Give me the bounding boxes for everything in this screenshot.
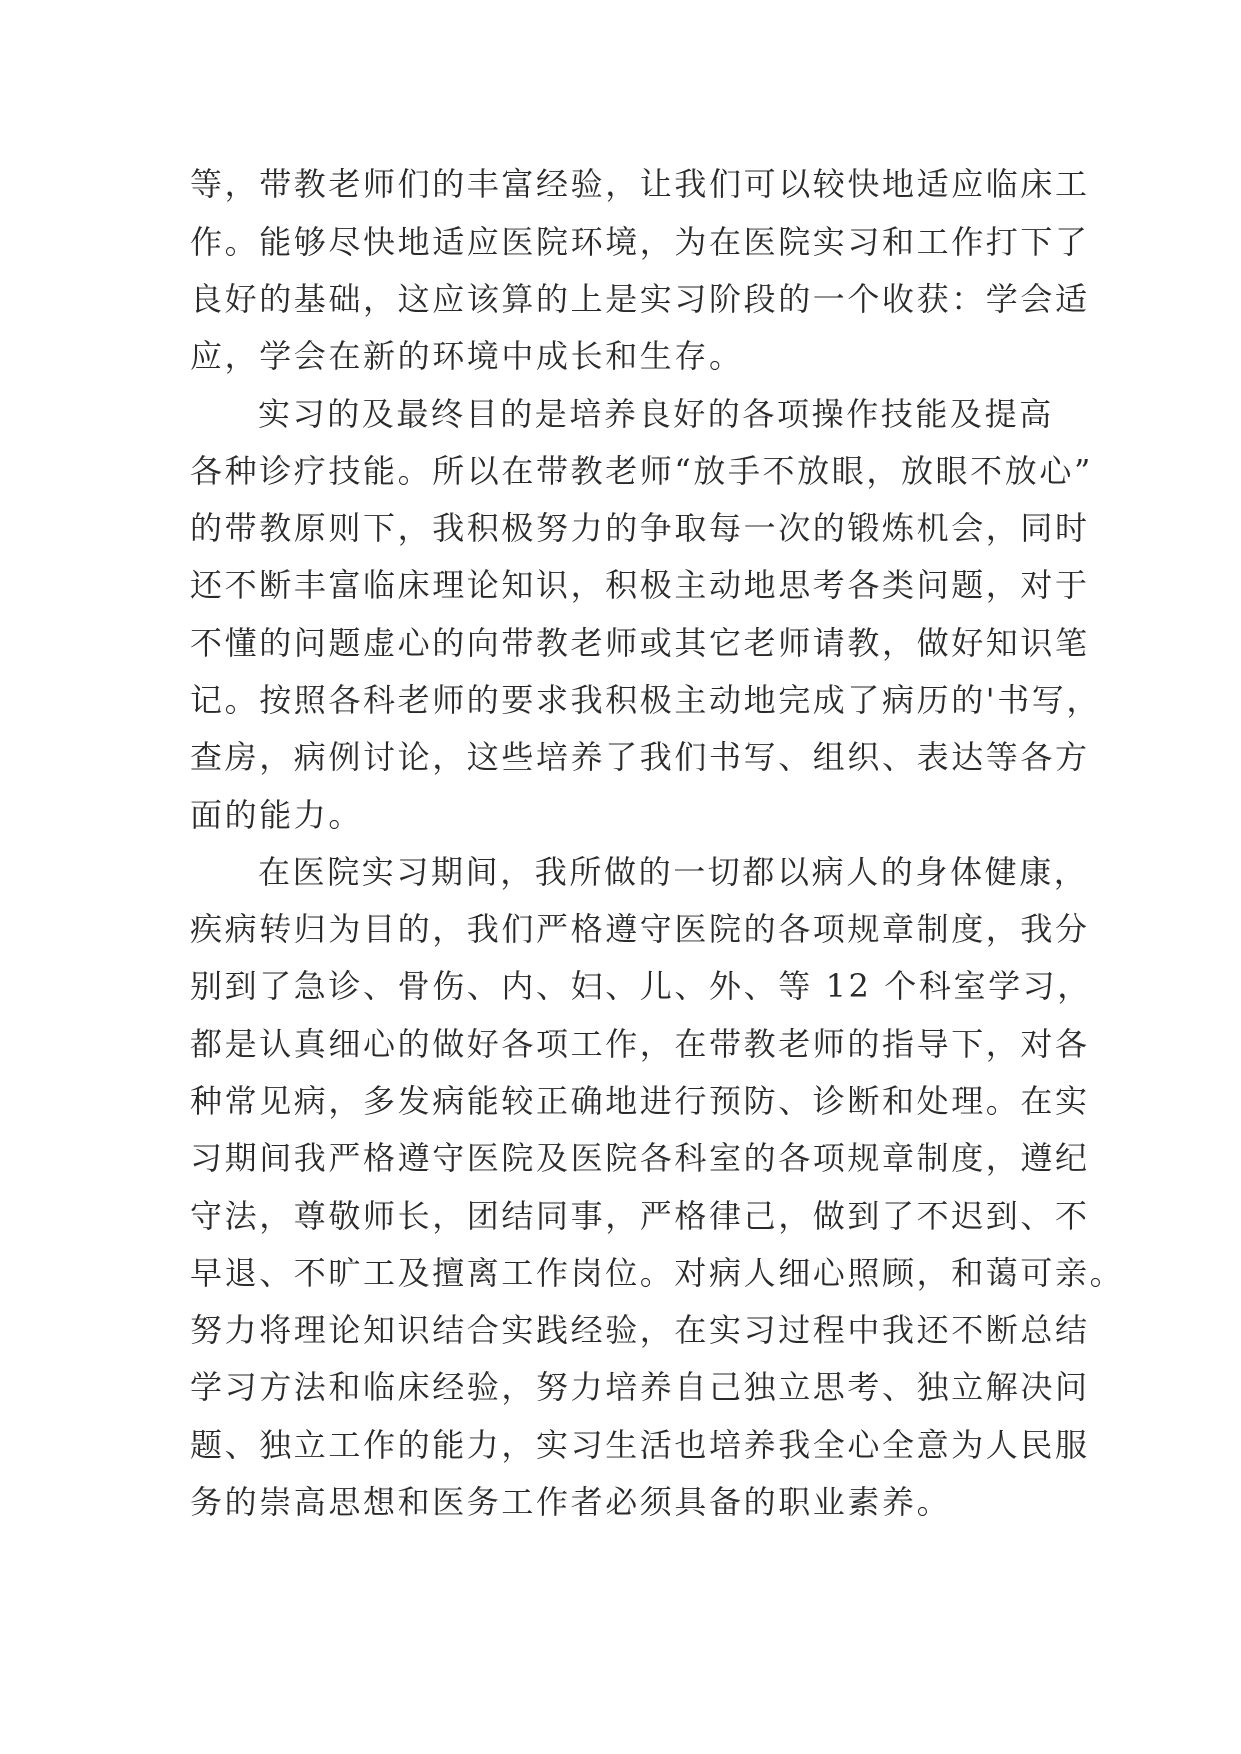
text-line: 习期间我严格遵守医院及医院各科室的各项规章制度，遵纪 (190, 1139, 1090, 1177)
text-line: 题、独立工作的能力，实习生活也培养我全心全意为人民服 (190, 1426, 1090, 1464)
text-line: 还不断丰富临床理论知识，积极主动地思考各类问题，对于 (190, 566, 1090, 604)
text-line: 等，带教老师们的丰富经验，让我们可以较快地适应临床工 (190, 165, 1090, 203)
text-line: 不懂的问题虚心的向带教老师或其它老师请教，做好知识笔 (190, 624, 1090, 662)
text-line: 学习方法和临床经验，努力培养自己独立思考、独立解决问 (190, 1368, 1090, 1406)
text-line: 记。按照各科老师的要求我积极主动地完成了病历的'书写， (190, 681, 1101, 719)
text-line: 各种诊疗技能。所以在带教老师“放手不放眼，放眼不放心” (190, 452, 1093, 490)
text-line: 的带教原则下，我积极努力的争取每一次的锻炼机会，同时 (190, 509, 1090, 547)
text-line: 作。能够尽快地适应医院环境，为在医院实习和工作打下了 (190, 223, 1090, 261)
text-line: 面的能力。 (190, 796, 364, 834)
text-line: 早退、不旷工及擅离工作岗位。对病人细心照顾，和蔼可亲。 (190, 1254, 1125, 1292)
paragraph-first-line: 实习的及最终目的是培养良好的各项操作技能及提高 (258, 395, 1054, 433)
text-line: 别到了急诊、骨伤、内、妇、儿、外、等 12 个科室学习， (190, 967, 1092, 1005)
text-line: 查房，病例讨论，这些培养了我们书写、组织、表达等各方 (190, 738, 1090, 776)
text-line: 都是认真细心的做好各项工作，在带教老师的指导下，对各 (190, 1025, 1090, 1063)
paragraph-first-line: 在医院实习期间，我所做的一切都以病人的身体健康， (258, 853, 1089, 891)
text-line: 疾病转归为目的，我们严格遵守医院的各项规章制度，我分 (190, 910, 1090, 948)
text-line: 努力将理论知识结合实践经验，在实习过程中我还不断总结 (190, 1311, 1090, 1349)
text-line: 种常见病，多发病能较正确地进行预防、诊断和处理。在实 (190, 1082, 1090, 1120)
text-line: 良好的基础，这应该算的上是实习阶段的一个收获：学会适 (190, 280, 1090, 318)
text-line: 守法，尊敬师长，团结同事，严格律己，做到了不迟到、不 (190, 1197, 1090, 1235)
text-line: 应，学会在新的环境中成长和生存。 (190, 337, 744, 375)
text-line: 务的崇高思想和医务工作者必须具备的职业素养。 (190, 1483, 952, 1521)
